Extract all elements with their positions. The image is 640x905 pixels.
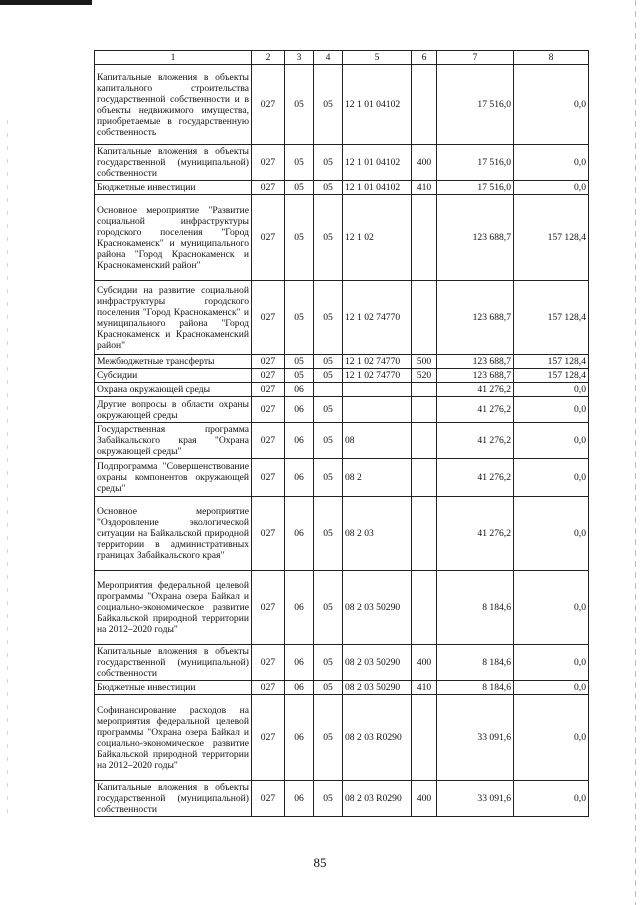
budget-table <box>94 50 589 817</box>
section-code: 06 <box>285 645 314 681</box>
section-code: 05 <box>285 369 314 383</box>
table-row <box>95 181 589 195</box>
expense-type-code <box>412 423 437 459</box>
target-article-code: 08 2 03 R0290 <box>343 695 412 781</box>
header-cell: 6 <box>412 51 437 65</box>
ministry-code: 027 <box>252 571 285 645</box>
subsection-code: 05 <box>314 645 343 681</box>
expense-type-code <box>412 195 437 281</box>
amount-year-2: 0,0 <box>514 497 589 571</box>
section-code: 06 <box>285 459 314 497</box>
expense-type-code: 400 <box>412 781 437 817</box>
amount-year-2: 0,0 <box>514 397 589 423</box>
amount-year-2: 0,0 <box>514 781 589 817</box>
ministry-code: 027 <box>252 681 285 695</box>
ministry-code: 027 <box>252 423 285 459</box>
amount-year-1: 123 688,7 <box>437 369 514 383</box>
target-article-code <box>343 383 412 397</box>
amount-year-1: 41 276,2 <box>437 459 514 497</box>
subsection-code: 05 <box>314 695 343 781</box>
target-article-code: 12 1 01 04102 <box>343 181 412 195</box>
table-row <box>95 695 589 781</box>
ministry-code: 027 <box>252 355 285 369</box>
amount-year-1: 8 184,6 <box>437 571 514 645</box>
section-code: 06 <box>285 397 314 423</box>
expense-type-code <box>412 459 437 497</box>
subsection-code: 05 <box>314 65 343 145</box>
expense-type-code <box>412 397 437 423</box>
subsection-code: 05 <box>314 681 343 695</box>
expense-type-code: 400 <box>412 145 437 181</box>
amount-year-2: 0,0 <box>514 459 589 497</box>
scan-artifact-bar <box>0 0 92 5</box>
subsection-code: 05 <box>314 459 343 497</box>
table-row <box>95 681 589 695</box>
table-row <box>95 459 589 497</box>
section-code: 05 <box>285 65 314 145</box>
row-name: Капитальные вложения в объекты государственной (муниципальной) собственности <box>95 145 252 181</box>
target-article-code: 08 2 <box>343 459 412 497</box>
expense-type-code <box>412 383 437 397</box>
expense-type-code: 410 <box>412 681 437 695</box>
table-row <box>95 65 589 145</box>
target-article-code: 08 2 03 50290 <box>343 645 412 681</box>
target-article-code: 12 1 02 <box>343 195 412 281</box>
row-name: Капитальные вложения в объекты государственной (муниципальной) собственности <box>95 645 252 681</box>
page-number: 85 <box>313 855 327 870</box>
expense-type-code <box>412 281 437 355</box>
table-row <box>95 497 589 571</box>
row-name: Основное мероприятие "Развитие социальной инфраструктуры городского поселения "Город Краснокаменск" и муниципального района "Город Краснокаменск и Краснокаменский район" <box>95 195 252 281</box>
amount-year-1: 17 516,0 <box>437 65 514 145</box>
amount-year-2: 0,0 <box>514 645 589 681</box>
amount-year-1: 41 276,2 <box>437 497 514 571</box>
scan-artifact-edge-left <box>7 120 8 820</box>
scan-artifact-edge <box>635 0 636 905</box>
section-code: 06 <box>285 383 314 397</box>
amount-year-1: 8 184,6 <box>437 681 514 695</box>
amount-year-2: 0,0 <box>514 695 589 781</box>
subsection-code: 05 <box>314 281 343 355</box>
target-article-code: 12 1 01 04102 <box>343 65 412 145</box>
amount-year-2: 157 128,4 <box>514 195 589 281</box>
expense-type-code: 400 <box>412 645 437 681</box>
expense-type-code: 520 <box>412 369 437 383</box>
table-row <box>95 281 589 355</box>
header-cell: 3 <box>285 51 314 65</box>
section-code: 05 <box>285 355 314 369</box>
amount-year-1: 33 091,6 <box>437 695 514 781</box>
expense-type-code <box>412 65 437 145</box>
subsection-code: 05 <box>314 355 343 369</box>
expense-type-code: 410 <box>412 181 437 195</box>
subsection-code: 05 <box>314 145 343 181</box>
subsection-code <box>314 383 343 397</box>
section-code: 05 <box>285 145 314 181</box>
ministry-code: 027 <box>252 181 285 195</box>
amount-year-1: 17 516,0 <box>437 181 514 195</box>
amount-year-1: 123 688,7 <box>437 281 514 355</box>
amount-year-1: 17 516,0 <box>437 145 514 181</box>
subsection-code: 05 <box>314 571 343 645</box>
table-header <box>95 51 589 65</box>
target-article-code: 12 1 01 04102 <box>343 145 412 181</box>
section-code: 05 <box>285 281 314 355</box>
amount-year-1: 33 091,6 <box>437 781 514 817</box>
row-name: Подпрограмма "Совершенствование охраны компонентов окружающей среды" <box>95 459 252 497</box>
ministry-code: 027 <box>252 145 285 181</box>
table-body <box>95 65 589 817</box>
header-cell: 2 <box>252 51 285 65</box>
row-name: Капитальные вложения в объекты государственной (муниципальной) собственности <box>95 781 252 817</box>
header-cell: 8 <box>514 51 589 65</box>
section-code: 06 <box>285 423 314 459</box>
row-name: Другие вопросы в области охраны окружающей среды <box>95 397 252 423</box>
row-name: Капитальные вложения в объекты капитального строительства государственной собственности и в объекты недвижимого имущества, приобретаемые в государственную собственность <box>95 65 252 145</box>
target-article-code: 08 2 03 R0290 <box>343 781 412 817</box>
ministry-code: 027 <box>252 497 285 571</box>
subsection-code: 05 <box>314 423 343 459</box>
subsection-code: 05 <box>314 195 343 281</box>
target-article-code: 12 1 02 74770 <box>343 281 412 355</box>
row-name: Основное мероприятие "Оздоровление экологической ситуации на Байкальской природной территории в административных границах Забайкальского края" <box>95 497 252 571</box>
table-row <box>95 383 589 397</box>
expense-type-code: 500 <box>412 355 437 369</box>
ministry-code: 027 <box>252 65 285 145</box>
target-article-code: 08 2 03 <box>343 497 412 571</box>
table-row <box>95 355 589 369</box>
subsection-code: 05 <box>314 181 343 195</box>
amount-year-2: 0,0 <box>514 145 589 181</box>
section-code: 06 <box>285 497 314 571</box>
table-row <box>95 423 589 459</box>
amount-year-1: 123 688,7 <box>437 195 514 281</box>
amount-year-2: 157 128,4 <box>514 355 589 369</box>
table-row <box>95 645 589 681</box>
row-name: Мероприятия федеральной целевой программы "Охрана озера Байкал и социально-экономическое развитие Байкальской природной территории на 2012–2020 годы" <box>95 571 252 645</box>
subsection-code: 05 <box>314 369 343 383</box>
amount-year-2: 0,0 <box>514 423 589 459</box>
section-code: 06 <box>285 571 314 645</box>
table-row <box>95 369 589 383</box>
amount-year-1: 8 184,6 <box>437 645 514 681</box>
target-article-code: 12 1 02 74770 <box>343 369 412 383</box>
row-name: Бюджетные инвестиции <box>95 181 252 195</box>
amount-year-2: 0,0 <box>514 571 589 645</box>
expense-type-code <box>412 497 437 571</box>
ministry-code: 027 <box>252 369 285 383</box>
row-name: Охрана окружающей среды <box>95 383 252 397</box>
header-cell: 1 <box>95 51 252 65</box>
amount-year-2: 157 128,4 <box>514 369 589 383</box>
section-code: 05 <box>285 181 314 195</box>
section-code: 06 <box>285 681 314 695</box>
ministry-code: 027 <box>252 397 285 423</box>
header-cell: 5 <box>343 51 412 65</box>
row-name: Межбюджетные трансферты <box>95 355 252 369</box>
section-code: 06 <box>285 781 314 817</box>
target-article-code <box>343 397 412 423</box>
row-name: Субсидии <box>95 369 252 383</box>
ministry-code: 027 <box>252 281 285 355</box>
section-code: 05 <box>285 195 314 281</box>
header-cell: 7 <box>437 51 514 65</box>
row-name: Софинансирование расходов на мероприятия федеральной целевой программы "Охрана озера Байкал и социально-экономическое развитие Байкальской природной территории на 2012–2020 годы" <box>95 695 252 781</box>
row-name: Государственная программа Забайкальского края "Охрана окружающей среды" <box>95 423 252 459</box>
ministry-code: 027 <box>252 383 285 397</box>
amount-year-2: 157 128,4 <box>514 281 589 355</box>
subsection-code: 05 <box>314 397 343 423</box>
table-row <box>95 571 589 645</box>
row-name: Субсидии на развитие социальной инфраструктуры городского поселения "Город Краснокаменск" и муниципального района "Город Краснокаменск и Краснокаменский район" <box>95 281 252 355</box>
amount-year-1: 41 276,2 <box>437 383 514 397</box>
amount-year-2: 0,0 <box>514 181 589 195</box>
header-row <box>95 51 589 65</box>
table-row <box>95 397 589 423</box>
subsection-code: 05 <box>314 781 343 817</box>
amount-year-1: 41 276,2 <box>437 423 514 459</box>
table-row <box>95 781 589 817</box>
ministry-code: 027 <box>252 645 285 681</box>
expense-type-code <box>412 695 437 781</box>
ministry-code: 027 <box>252 459 285 497</box>
target-article-code: 08 2 03 50290 <box>343 681 412 695</box>
amount-year-1: 41 276,2 <box>437 397 514 423</box>
row-name: Бюджетные инвестиции <box>95 681 252 695</box>
target-article-code: 08 <box>343 423 412 459</box>
ministry-code: 027 <box>252 195 285 281</box>
amount-year-2: 0,0 <box>514 681 589 695</box>
amount-year-2: 0,0 <box>514 65 589 145</box>
table-row <box>95 195 589 281</box>
target-article-code: 12 1 02 74770 <box>343 355 412 369</box>
subsection-code: 05 <box>314 497 343 571</box>
header-cell: 4 <box>314 51 343 65</box>
table-row <box>95 145 589 181</box>
amount-year-1: 123 688,7 <box>437 355 514 369</box>
amount-year-2: 0,0 <box>514 383 589 397</box>
ministry-code: 027 <box>252 781 285 817</box>
section-code: 06 <box>285 695 314 781</box>
ministry-code: 027 <box>252 695 285 781</box>
target-article-code: 08 2 03 50290 <box>343 571 412 645</box>
expense-type-code <box>412 571 437 645</box>
